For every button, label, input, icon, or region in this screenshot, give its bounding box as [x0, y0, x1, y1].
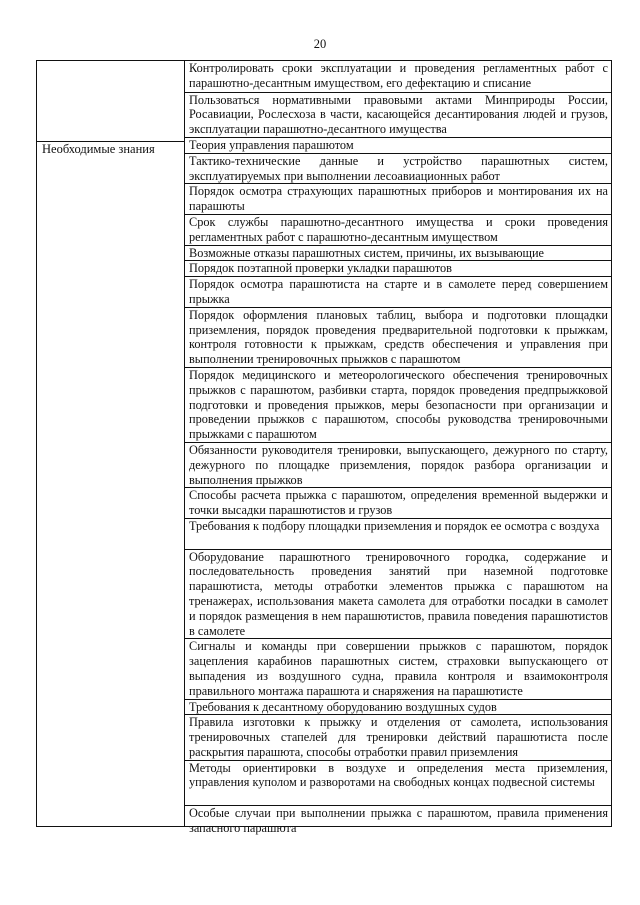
- table-row-text: Тактико-технические данные и устройство парашютных систем, эксплуатируемых при выполнении лесоавиационных работ: [185, 153, 612, 184]
- section-label: Необходимые знания: [42, 142, 155, 156]
- table-row-text: Оборудование парашютного тренировочного городка, содержание и последовательность проведения занятий при наземной подготовке парашютиста, методы отработки элементов прыжка с парашютом на тренажерах, использования макета самолета для отработки посадки в самолет и порядок размещения в нем парашютистов, правила поведения парашютистов в самолете: [185, 549, 612, 639]
- table-row-text: Порядок осмотра страхующих парашютных приборов и монтирования их на парашюты: [185, 183, 612, 214]
- table-row-text: Правила изготовки к прыжку и отделения от самолета, использования тренировочных стапелей для тренировки действий парашютиста после раскрытия парашюта, способы отработки правил приземления: [185, 714, 612, 759]
- table-row-text: Порядок оформления плановых таблиц, выбора и подготовки площадки приземления, порядок проведения предварительной подготовки к прыжкам, контроля готовности к прыжкам, средств обеспечения и управления при выполнении тренировочных прыжков с парашютом: [185, 307, 612, 367]
- table-row-text: Порядок медицинского и метеорологического обеспечения тренировочных прыжков с парашютом, разбивки старта, порядок проведения предпрыжковой подготовки и проведения прыжков, меры безопасности при организации и проведении прыжков с парашютом, способы руководства тренировочными прыжками с парашютом: [185, 367, 612, 442]
- table-row-text: Сигналы и команды при совершении прыжков с парашютом, порядок зацепления карабинов парашютных систем, страховки выпускающего от выпадения из воздушного судна, правила контроля и взаимоконтроля правильного монтажа парашюта и снаряжения на парашютисте: [185, 638, 612, 698]
- requirements-table: [36, 60, 612, 835]
- content-column: [184, 61, 612, 835]
- table-row-text: Пользоваться нормативными правовыми актами Минприроды России, Росавиации, Рослесхоза в части, касающейся десантирования людей и грузов, эксплуатации парашютно-десантного имущества: [185, 92, 612, 137]
- label-column: [37, 61, 184, 826]
- table-row-text: Способы расчета прыжка с парашютом, определения временной выдержки и точки высадки парашютистов и грузов: [185, 487, 612, 518]
- table-row-text: Требования к десантному оборудованию воздушных судов: [185, 699, 612, 715]
- table-row-text: Особые случаи при выполнении прыжка с парашютом, правила применения запасного парашюта: [185, 805, 612, 836]
- table-row-text: Возможные отказы парашютных систем, причины, их вызывающие: [185, 245, 612, 261]
- table-row-text: Теория управления парашютом: [185, 137, 612, 153]
- table-row-text: Срок службы парашютно-десантного имущества и сроки проведения регламентных работ с парашютно-десантным имуществом: [185, 214, 612, 245]
- table-row-text: Контролировать сроки эксплуатации и проведения регламентных работ с парашютно-десантным имуществом, его дефектацию и списание: [189, 61, 608, 90]
- table-row-text: Порядок осмотра парашютиста на старте и в самолете перед совершением прыжка: [185, 276, 612, 307]
- table-row-text: Требования к подбору площадки приземления и порядок ее осмотра с воздуха: [185, 518, 612, 549]
- page-number: 20: [313, 37, 327, 51]
- table-row-text: Порядок поэтапной проверки укладки парашютов: [185, 260, 612, 276]
- table-row-text: Методы ориентировки в воздухе и определения места приземления, управления куполом и разворотами на свободных концах подвесной системы: [185, 760, 612, 805]
- table-row-text: Обязанности руководителя тренировки, выпускающего, дежурного по старту, дежурного по площадке приземления, порядок разбора организации и выполнения прыжков: [185, 442, 612, 487]
